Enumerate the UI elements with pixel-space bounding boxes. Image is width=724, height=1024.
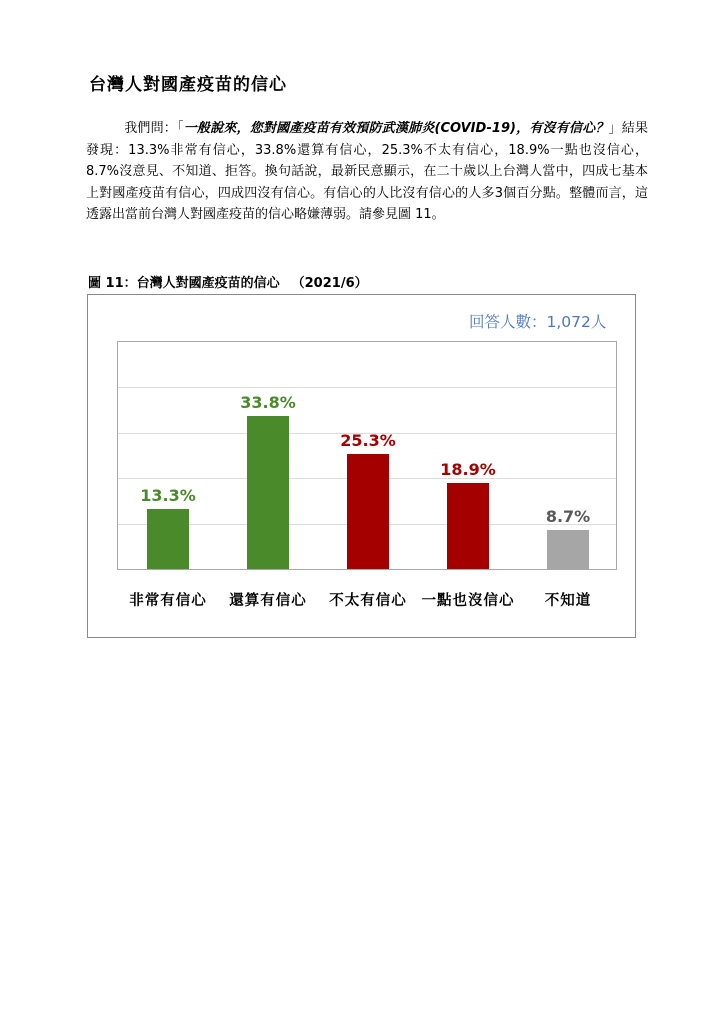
bar-value-label: 33.8% [240,392,296,412]
category-label: 一點也沒信心 [421,593,515,609]
bar-value-label: 13.3% [140,485,196,505]
category-label: 不知道 [544,593,592,609]
figure-caption [88,272,368,291]
respondent-count: 回答人數：1,072人 [469,313,607,331]
bar [147,509,189,569]
category-label: 不太有信心 [329,593,407,609]
gridline [118,387,616,388]
category-label: 非常有信心 [129,593,207,609]
bar-value-label: 25.3% [340,431,396,451]
survey-question: 一般說來，您對國產疫苗有效預防武漢肺炎(COVID-19)，有沒有信心？ [183,121,609,136]
category-label: 還算有信心 [229,593,307,609]
figure-label: 圖 11： [88,276,137,291]
bar [247,416,289,569]
survey-paragraph [86,118,648,226]
result-text: 結果發現：13.3%非常有信心，33.8%還算有信心，25.3%不太有信心，18.9%一點也沒信心，8.7%沒意見、不知道、拒答。換句話說，最新民意顯示，在二十歲以上台灣人當中，四成七基本上對國產疫苗有信心，四成四沒有信心。有信心的人比沒有信心的人多3個百分點。整體而言，這透露出當前台灣人對國產疫苗的信心略嫌薄弱。請參見圖 11。 [86,121,648,222]
question-close: 」 [608,121,622,136]
bar [347,454,389,569]
section-heading: 台灣人對國產疫苗的信心 [89,75,287,95]
bar [447,483,489,569]
figure-date: （2021/6） [291,276,368,291]
question-lead: 我們問：「 [124,121,184,136]
bar-value-label: 18.9% [440,460,496,480]
figure-title: 台灣人對國產疫苗的信心 [136,276,280,291]
bar-value-label: 8.7% [545,506,591,526]
bar [547,530,589,569]
